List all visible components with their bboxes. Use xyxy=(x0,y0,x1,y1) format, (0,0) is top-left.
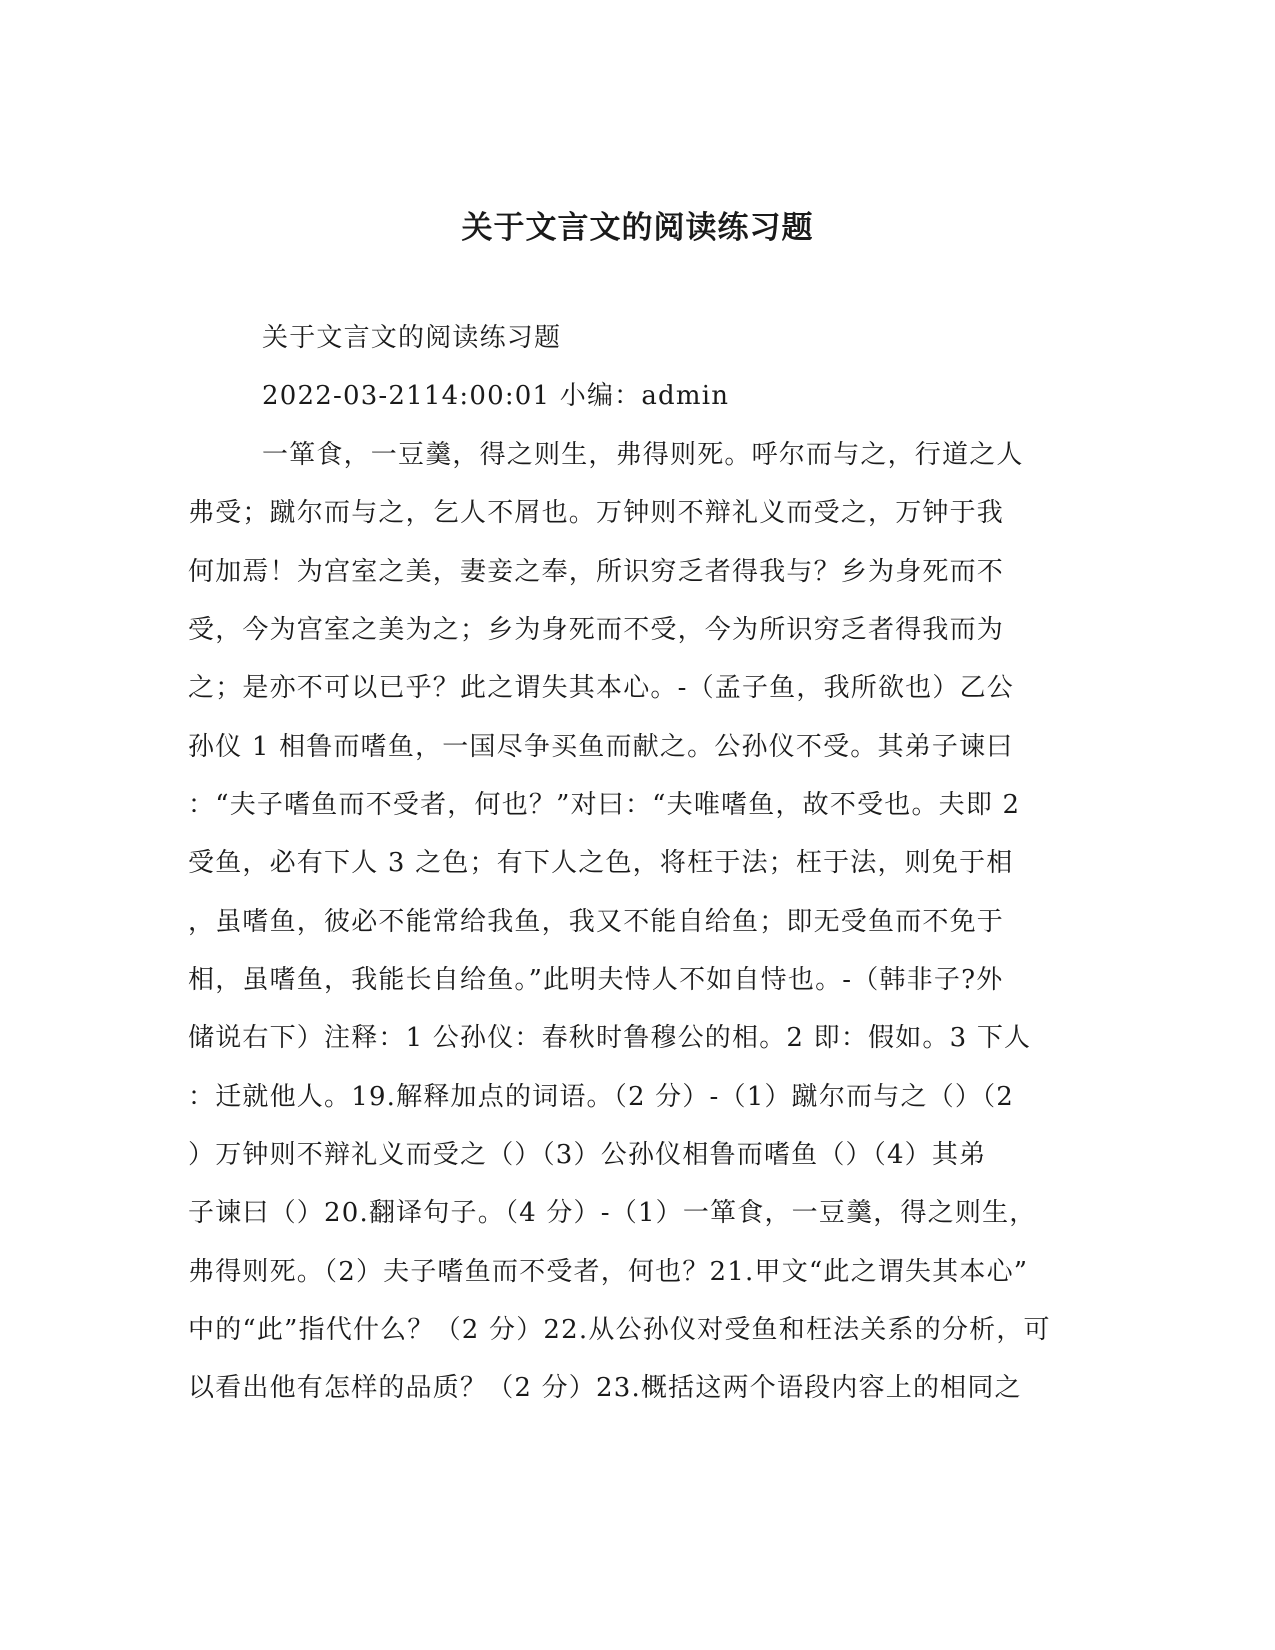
body-line: 相，虽嗜鱼，我能长自给鱼。”此明夫恃人不如自恃也。-（韩非子?外 xyxy=(188,965,1004,995)
article-subtitle: 关于文言文的阅读练习题 xyxy=(262,323,562,353)
body-line: 一箪食，一豆羹，得之则生，弗得则死。呼尔而与之，行道之人 xyxy=(262,440,1024,470)
body-line: ，虽嗜鱼，彼必不能常给我鱼，我又不能自给鱼；即无受鱼而不免于 xyxy=(188,907,1005,937)
body-line: 储说右下）注释：1 公孙仪：春秋时鲁穆公的相。2 即：假如。3 下人 xyxy=(188,1023,1032,1053)
body-line: 孙仪 1 相鲁而嗜鱼，一国尽争买鱼而献之。公孙仪不受。其弟子谏曰 xyxy=(188,732,1014,762)
document-title: 关于文言文的阅读练习题 xyxy=(461,210,814,246)
body-line: 之；是亦不可以已乎？此之谓失其本心。-（孟子鱼，我所欲也）乙公 xyxy=(188,673,1014,703)
body-line: 何加焉！为宫室之美，妻妾之奉，所识穷乏者得我与？乡为身死而不 xyxy=(188,557,1005,587)
body-line: 以看出他有怎样的品质？（2 分）23.概括这两个语段内容上的相同之 xyxy=(188,1373,1022,1403)
body-line: 中的“此”指代什么？（2 分）22.从公孙仪对受鱼和枉法关系的分析，可 xyxy=(188,1315,1051,1345)
body-line: ：“夫子嗜鱼而不受者，何也？”对曰：“夫唯嗜鱼，故不受也。夫即 2 xyxy=(188,790,1021,820)
body-line: ）万钟则不辩礼义而受之（）（3）公孙仪相鲁而嗜鱼（）（4）其弟 xyxy=(188,1140,987,1170)
body-line: 子谏曰（）20.翻译句子。（4 分）-（1）一箪食，一豆羹，得之则生， xyxy=(188,1198,1037,1228)
body-line: 弗得则死。（2）夫子嗜鱼而不受者，何也？21.甲文“此之谓失其本心” xyxy=(188,1257,1029,1287)
article-meta: 2022-03-2114:00:01 小编：admin xyxy=(262,381,730,411)
body-line: 受鱼，必有下人 3 之色；有下人之色，将枉于法；枉于法，则免于相 xyxy=(188,848,1014,878)
body-line: ：迁就他人。19.解释加点的词语。（2 分）-（1）蹴尔而与之（）（2 xyxy=(188,1082,1015,1112)
body-line: 弗受；蹴尔而与之，乞人不屑也。万钟则不辩礼义而受之，万钟于我 xyxy=(188,498,1005,528)
body-line: 受，今为宫室之美为之；乡为身死而不受，今为所识穷乏者得我而为 xyxy=(188,615,1005,645)
